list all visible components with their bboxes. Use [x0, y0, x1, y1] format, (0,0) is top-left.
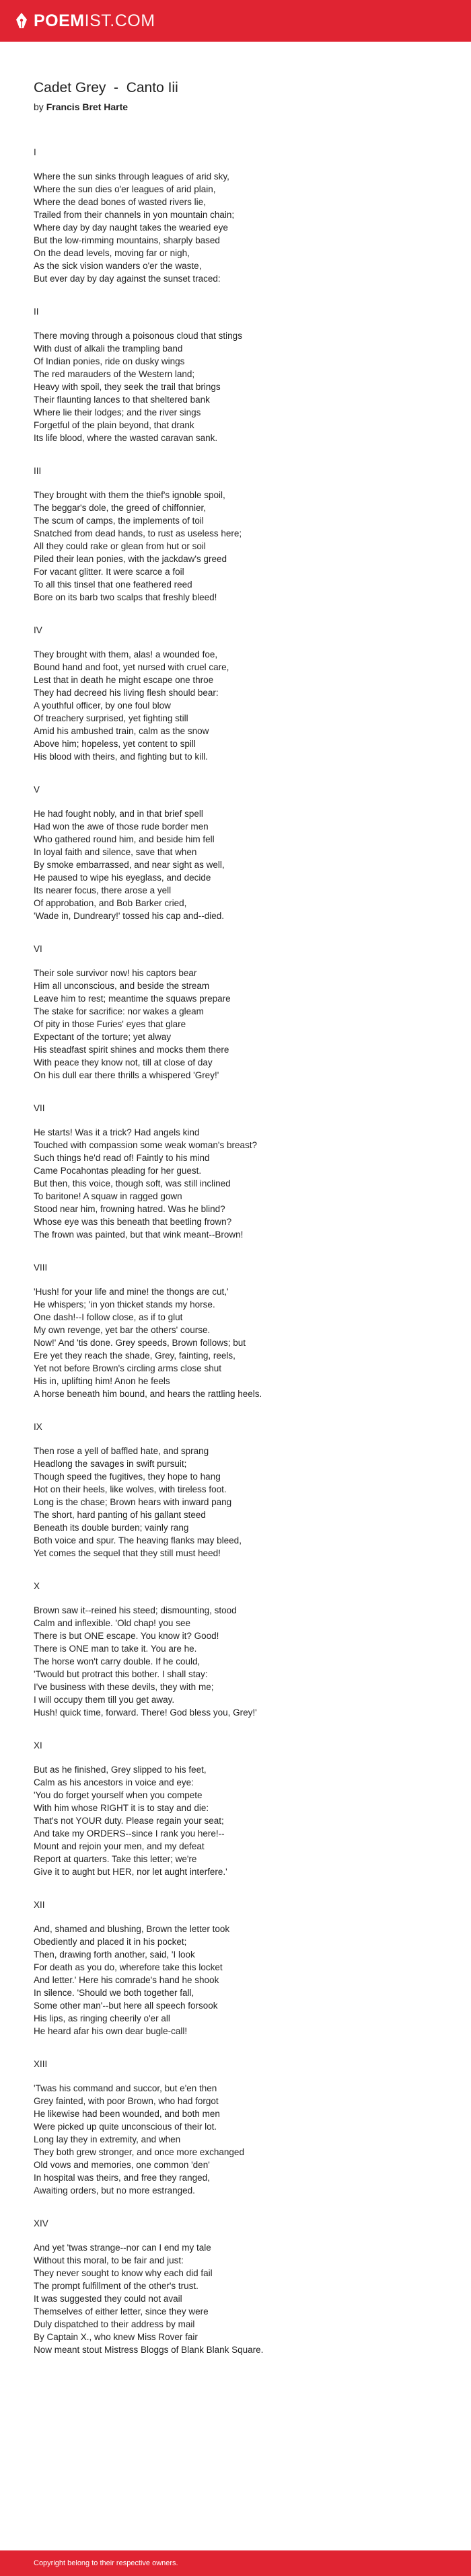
poem-line: With him whose RIGHT it is to stay and die:	[34, 1803, 209, 1813]
poem-line: Were picked up quite unconscious of their lot.	[34, 2122, 217, 2132]
site-logo[interactable]	[15, 11, 155, 31]
poem-line: The frown was painted, but that wink meant--Brown!	[34, 1230, 244, 1240]
poem-line: There is ONE man to take it. You are he.	[34, 1644, 197, 1654]
poem-line: Long is the chase; Brown hears with inward pang	[34, 1497, 232, 1507]
poem-line: Beneath its double burden; vainly rang	[34, 1523, 189, 1533]
poem-line: Of pity in those Furies' eyes that glare	[34, 1019, 186, 1029]
poem-line: Forgetful of the plain beyond, that drank	[34, 420, 194, 430]
poem-line: The beggar's dole, the greed of chiffonnier,	[34, 503, 207, 513]
poem-line: The prompt fulfillment of the other's trust.	[34, 2281, 198, 2291]
poem-line: Then, drawing forth another, said, 'I look	[34, 1949, 195, 1960]
poem-line: 'You do forget yourself when you compete	[34, 1790, 203, 1800]
poem-line: Stood near him, frowning hatred. Was he blind?	[34, 1204, 225, 1214]
poem-line: Whose eye was this beneath that beetling frown?	[34, 1217, 232, 1227]
poem-line: They had decreed his living flesh should bear:	[34, 688, 219, 698]
logo-text-ist: IST.COM	[84, 11, 155, 30]
poem-line: Themselves of either letter, since they were	[34, 2306, 209, 2317]
poem-line: Its life blood, where the wasted caravan sank.	[34, 433, 218, 443]
poem-line: Snatched from dead hands, to rust as useless here;	[34, 528, 242, 538]
poem-line: Their flaunting lances to that sheltered bank	[34, 395, 210, 405]
poem-line: He starts! Was it a trick? Had angels kind	[34, 1127, 200, 1137]
poem-line: They brought with them, alas! a wounded foe,	[34, 649, 218, 659]
poem-line: The horse won't carry double. If he could,	[34, 1656, 201, 1666]
poem-stanza	[34, 2217, 437, 2356]
poem-line: Old vows and memories, one common 'den'	[34, 2160, 210, 2170]
poem-line: Leave him to rest; meantime the squaws prepare	[34, 994, 231, 1004]
poem-line: Mount and rejoin your men, and my defeat	[34, 1841, 205, 1851]
poem-stanza	[34, 146, 437, 285]
poem-line: Where the sun dies o'er leagues of arid plain,	[34, 184, 216, 194]
poem-line: Heavy with spoil, they seek the trail that brings	[34, 382, 221, 392]
stanza-numeral: II	[34, 307, 39, 317]
poem-line: I will occupy them till you get away.	[34, 1695, 175, 1705]
poem-line: Some other man'--but here all speech forsook	[34, 2001, 218, 2011]
poem-body	[34, 146, 437, 2356]
poem-line: Touched with compassion some weak woman's breast?	[34, 1140, 257, 1150]
poem-line: That's not YOUR duty. Please regain your seat;	[34, 1816, 224, 1826]
poem-line: Duly dispatched to their address by mail	[34, 2319, 195, 2329]
poem-line: In loyal faith and silence, save that when	[34, 847, 197, 857]
poem-line: His in, uplifting him! Anon he feels	[34, 1376, 170, 1386]
poem-line: His lips, as ringing cheerily o'er all	[34, 2013, 170, 2023]
poem-line: Yet comes the sequel that they still must heed!	[34, 1548, 221, 1558]
poem-line: And take my ORDERS--since I rank you here!--	[34, 1828, 225, 1839]
poem-line: But ever day by day against the sunset traced:	[34, 274, 221, 284]
poem-line: Where the dead bones of wasted rivers lie,	[34, 197, 206, 207]
poem-line: Of approbation, and Bob Barker cried,	[34, 898, 187, 908]
poem-line: To all this tinsel that one feathered reed	[34, 579, 192, 590]
poem-line: Bore on its barb two scalps that freshly bleed!	[34, 592, 217, 602]
stanza-numeral: XII	[34, 1900, 45, 1910]
poem-line: Give it to aught but HER, nor let aught interfere.'	[34, 1867, 227, 1877]
poem-line: On his dull ear there thrills a whispered 'Grey!'	[34, 1070, 219, 1080]
top-bar	[0, 0, 471, 42]
poem-line: With peace they know not, till at close of day	[34, 1057, 213, 1068]
poem-line: To baritone! A squaw in ragged gown	[34, 1191, 182, 1201]
poem-line: But as he finished, Grey slipped to his feet,	[34, 1765, 207, 1775]
poem-line: Now!' And 'tis done. Grey speeds, Brown follows; but	[34, 1338, 246, 1348]
poem-line: Had won the awe of those rude border men	[34, 821, 209, 832]
poem-stanza	[34, 1739, 437, 1878]
poem-line: Bound hand and foot, yet nursed with cruel care,	[34, 662, 229, 672]
copyright-text: Copyright belong to their respective owners.	[34, 2559, 178, 2567]
poem-line: My own revenge, yet bar the others' course.	[34, 1325, 211, 1335]
poem-line: He whispers; 'in yon thicket stands my horse.	[34, 1299, 215, 1310]
poem-line: Brown saw it--reined his steed; dismounting, stood	[34, 1605, 237, 1615]
poem-line: He heard afar his own dear bugle-call!	[34, 2026, 188, 2036]
poem-line: As the sick vision wanders o'er the waste,	[34, 261, 202, 271]
poem-line: Yet not before Brown's circling arms close shut	[34, 1363, 221, 1373]
stanza-numeral: I	[34, 147, 36, 157]
poem-line: He had fought nobly, and in that brief spell	[34, 809, 203, 819]
poem-line: Such things he'd read of! Faintly to his mind	[34, 1153, 210, 1163]
poem-stanza	[34, 1102, 437, 1241]
poem-line: They brought with them the thief's ignoble spoil,	[34, 490, 225, 500]
poem-line: They never sought to know why each did fail	[34, 2268, 213, 2278]
byline	[34, 102, 437, 112]
poem-line: Where the sun sinks through leagues of arid sky,	[34, 171, 229, 182]
poem-line: Hush! quick time, forward. There! God bless you, Grey!'	[34, 1707, 257, 1718]
poem-line: But the low-rimming mountains, sharply based	[34, 235, 220, 245]
poem-line: Their sole survivor now! his captors bear	[34, 968, 197, 978]
poem-line: 'Twas his command and succor, but e'en then	[34, 2083, 217, 2093]
poem-stanza	[34, 2058, 437, 2197]
poem-stanza	[34, 624, 437, 763]
stanza-numeral: IX	[34, 1422, 42, 1432]
poem-line: Grey fainted, with poor Brown, who had forgot	[34, 2096, 219, 2106]
stanza-numeral: XI	[34, 1740, 42, 1750]
stanza-numeral: VII	[34, 1103, 45, 1113]
logo-text-poem: POEM	[34, 11, 85, 30]
poem-line: Obediently and placed it in his pocket;	[34, 1937, 187, 1947]
poem-line: By smoke embarrassed, and near sight as well,	[34, 860, 225, 870]
poem-line: Report at quarters. Take this letter; we're	[34, 1854, 197, 1864]
poem-line: The stake for sacrifice: nor wakes a gleam	[34, 1006, 204, 1016]
poem-line: His steadfast spirit shines and mocks them there	[34, 1045, 229, 1055]
poem-line: A youthful officer, by one foul blow	[34, 700, 171, 711]
poem-line: Now meant stout Mistress Bloggs of Blank Blank Square.	[34, 2345, 264, 2355]
poem-line: But then, this voice, though soft, was still inclined	[34, 1178, 231, 1189]
poem-line: 'Twould but protract this bother. I shall stay:	[34, 1669, 208, 1679]
poem-line: Trailed from their channels in yon mountain chain;	[34, 210, 235, 220]
author-link[interactable]: Francis Bret Harte	[46, 102, 129, 112]
poem-line: Its nearer focus, there arose a yell	[34, 885, 172, 895]
poem-line: 'Wade in, Dundreary!' tossed his cap and--died.	[34, 911, 225, 921]
poem-line: For death as you do, wherefore take this locket	[34, 1962, 223, 1972]
poem-line: Amid his ambushed train, calm as the snow	[34, 726, 209, 736]
poem-line: With dust of alkali the trampling band	[34, 344, 183, 354]
poem-line: Him all unconscious, and beside the stream	[34, 981, 210, 991]
poem-stanza	[34, 1898, 437, 2038]
poem-line: On the dead levels, moving far or nigh,	[34, 248, 190, 258]
stanza-numeral: V	[34, 784, 40, 795]
poem-line: Calm as his ancestors in voice and eye:	[34, 1777, 194, 1787]
poem-line: Where lie their lodges; and the river sings	[34, 407, 201, 417]
poem-line: Ere yet they reach the shade, Grey, fainting, reels,	[34, 1351, 236, 1361]
poem-line: He paused to wipe his eyeglass, and decide	[34, 873, 211, 883]
poem-line: His blood with theirs, and fighting but to kill.	[34, 752, 208, 762]
poem-line: In hospital was theirs, and free they ranged,	[34, 2173, 210, 2183]
poem-stanza	[34, 1580, 437, 1719]
poem-line: Awaiting orders, but no more estranged.	[34, 2185, 195, 2196]
poem-content	[0, 42, 471, 2356]
poem-line: Lest that in death he might escape one throe	[34, 675, 214, 685]
poem-line: Both voice and spur. The heaving flanks may bleed,	[34, 1535, 242, 1545]
stanza-numeral: III	[34, 466, 42, 476]
poem-line: He likewise had been wounded, and both men	[34, 2109, 220, 2119]
poem-line: And letter.' Here his comrade's hand he shook	[34, 1975, 219, 1985]
poem-line: They both grew stronger, and once more exchanged	[34, 2147, 244, 2157]
stanza-numeral: X	[34, 1581, 40, 1591]
poem-line: I've business with these devils, they with me;	[34, 1682, 214, 1692]
byline-label: by	[34, 102, 44, 112]
poem-stanza	[34, 783, 437, 922]
poem-line: Though speed the fugitives, they hope to hang	[34, 1472, 221, 1482]
pen-nib-icon	[15, 12, 28, 30]
poem-line: Hot on their heels, like wolves, with tireless foot.	[34, 1484, 227, 1494]
poem-stanza	[34, 465, 437, 604]
poem-stanza	[34, 305, 437, 444]
poem-line: Who gathered round him, and beside him fell	[34, 834, 215, 844]
poem-stanza	[34, 1261, 437, 1400]
stanza-numeral: XIV	[34, 2218, 48, 2228]
poem-line: And yet 'twas strange--nor can I end my tale	[34, 2243, 211, 2253]
poem-line: Of Indian ponies, ride on dusky wings	[34, 356, 185, 366]
poem-stanza	[34, 1420, 437, 1560]
poem-line: Of treachery surprised, yet fighting still	[34, 713, 188, 723]
poem-line: A horse beneath him bound, and hears the rattling heels.	[34, 1389, 262, 1399]
poem-line: Headlong the savages in swift pursuit;	[34, 1459, 187, 1469]
poem-title: Cadet Grey - Canto Iii	[34, 80, 178, 95]
poem-line: The short, hard panting of his gallant steed	[34, 1510, 206, 1520]
footer	[0, 2550, 471, 2576]
poem-line: For vacant glitter. It were scarce a foil	[34, 567, 184, 577]
poem-line: There moving through a poisonous cloud that stings	[34, 331, 242, 341]
stanza-numeral: XIII	[34, 2059, 48, 2069]
poem-stanza	[34, 942, 437, 1082]
poem-line: One dash!--I follow close, as if to glut	[34, 1312, 183, 1322]
poem-line: The scum of camps, the implements of toil	[34, 516, 204, 526]
poem-line: Piled their lean ponies, with the jackdaw's greed	[34, 554, 227, 564]
poem-line: Then rose a yell of baffled hate, and sprang	[34, 1446, 209, 1456]
poem-line: Expectant of the torture; yet alway	[34, 1032, 172, 1042]
poem-line: All they could rake or glean from hut or soil	[34, 541, 206, 551]
poem-line: By Captain X., who knew Miss Rover fair	[34, 2332, 198, 2342]
poem-line: In silence. 'Should we both together fall,	[34, 1988, 194, 1998]
poem-line: It was suggested they could not avail	[34, 2294, 182, 2304]
poem-line: There is but ONE escape. You know it? Good!	[34, 1631, 219, 1641]
poem-line: Long lay they in extremity, and when	[34, 2134, 181, 2144]
poem-line: Where day by day naught takes the wearied eye	[34, 223, 228, 233]
poem-line: The red marauders of the Western land;	[34, 369, 195, 379]
poem-line: Calm and inflexible. 'Old chap! you see	[34, 1618, 190, 1628]
poem-line: Above him; hopeless, yet content to spill	[34, 739, 196, 749]
poem-line: Without this moral, to be fair and just:	[34, 2255, 184, 2265]
stanza-numeral: VI	[34, 944, 42, 954]
stanza-numeral: VIII	[34, 1262, 48, 1273]
poem-line: Came Pocahontas pleading for her guest.	[34, 1166, 202, 1176]
poem-line: And, shamed and blushing, Brown the letter took	[34, 1924, 230, 1934]
stanza-numeral: IV	[34, 625, 42, 635]
poem-line: 'Hush! for your life and mine! the thongs are cut,'	[34, 1287, 229, 1297]
